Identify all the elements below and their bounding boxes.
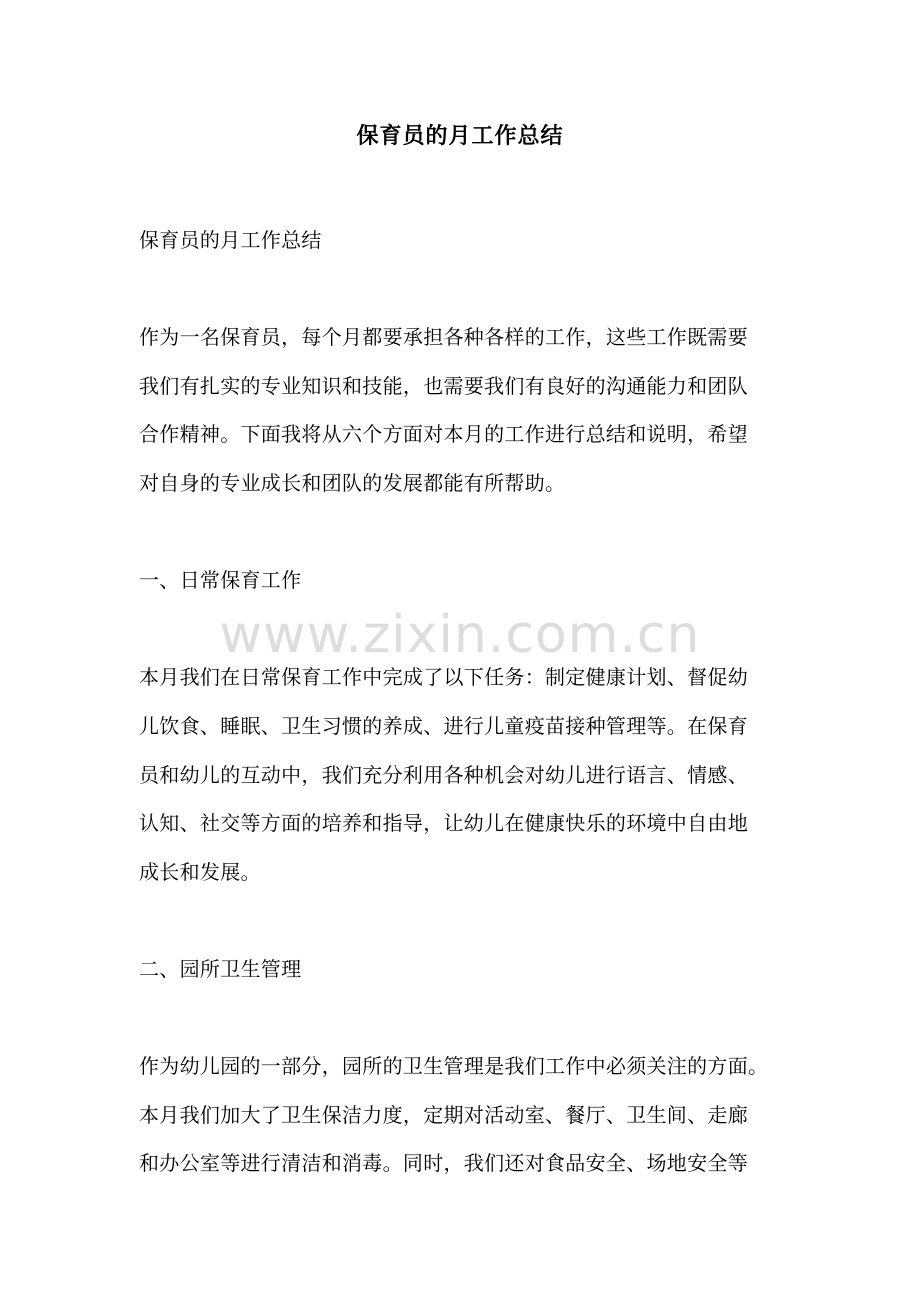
paragraph-line: 本月我们加大了卫生保洁力度，定期对活动室、餐厅、卫生间、走廊 <box>139 1102 748 1127</box>
intro-line: 我们有扎实的专业知识和技能，也需要我们有良好的沟通能力和团队 <box>139 373 748 398</box>
intro-line: 对自身的专业成长和团队的发展都能有所帮助。 <box>139 470 566 495</box>
paragraph-line: 员和幼儿的互动中，我们充分利用各种机会对幼儿进行语言、情感、 <box>139 762 748 787</box>
paragraph-line: 成长和发展。 <box>139 859 261 884</box>
section-heading-block <box>139 556 799 605</box>
document-title: 保育员的月工作总结 <box>356 123 564 149</box>
paragraph-line: 儿饮食、睡眠、卫生习惯的养成、进行儿童疫苗接种管理等。在保育 <box>139 713 748 738</box>
paragraph-line: 作为幼儿园的一部分，园所的卫生管理是我们工作中必须关注的方面。 <box>139 1054 769 1079</box>
paragraph-line: 本月我们在日常保育工作中完成了以下任务：制定健康计划、督促幼 <box>139 665 748 690</box>
paragraph-line: 和办公室等进行清洁和消毒。同时，我们还对食品安全、场地安全等 <box>139 1151 748 1176</box>
intro-line: 作为一名保育员，每个月都要承担各种各样的工作，这些工作既需要 <box>139 325 748 350</box>
paragraph-line: 认知、社交等方面的培养和指导，让幼儿在健康快乐的环境中自由地 <box>139 811 748 836</box>
intro-line: 合作精神。下面我将从六个方面对本月的工作进行总结和说明，希望 <box>139 422 748 447</box>
document-body <box>139 216 799 1236</box>
document-subtitle: 保育员的月工作总结 <box>139 228 322 252</box>
section-heading: 一、日常保育工作 <box>139 568 302 593</box>
watermark: www.zixin.com.cn <box>219 605 701 665</box>
section-paragraph <box>139 653 799 896</box>
subtitle-block <box>139 216 799 265</box>
section-heading: 二、园所卫生管理 <box>139 956 302 981</box>
section-paragraph <box>139 1042 799 1188</box>
intro-paragraph <box>139 313 799 507</box>
section-heading-block <box>139 945 799 994</box>
